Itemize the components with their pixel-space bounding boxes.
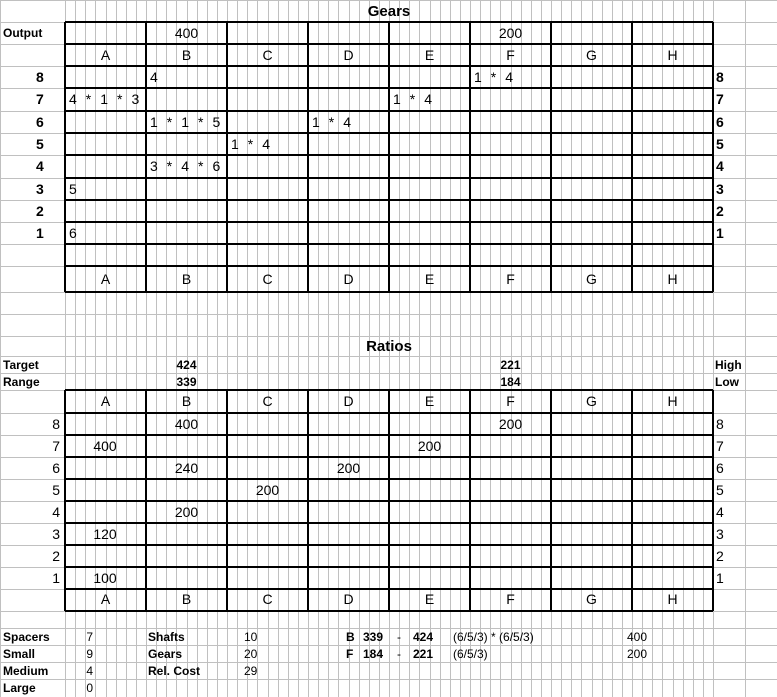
range-result: 400 xyxy=(627,630,648,644)
range-sep: - xyxy=(397,630,401,644)
total-label: Rel. Cost xyxy=(148,664,201,678)
range-high: 221 xyxy=(413,647,434,661)
total-value: 10 xyxy=(244,630,258,644)
column-header: B xyxy=(181,47,192,63)
row-label-left: 5 xyxy=(36,136,44,152)
row-label-right: 7 xyxy=(716,91,724,107)
low-label: Low xyxy=(715,375,739,389)
gear-cell: 1 * 4 xyxy=(231,136,272,152)
row-label-right: 3 xyxy=(716,181,724,197)
range-low: 184 xyxy=(363,647,384,661)
count-label: Medium xyxy=(3,664,49,678)
range-low: 339 xyxy=(363,630,384,644)
column-footer: C xyxy=(262,271,273,287)
row-label-right: 6 xyxy=(716,460,724,476)
range-value: 184 xyxy=(500,375,521,389)
column-header: G xyxy=(586,47,597,63)
row-label-right: 6 xyxy=(716,114,724,130)
ratio-cell: 240 xyxy=(174,460,199,476)
row-label-right: 5 xyxy=(716,136,724,152)
row-label-left: 1 xyxy=(52,570,60,586)
row-label-left: 5 xyxy=(52,482,60,498)
row-label-left: 6 xyxy=(52,460,60,476)
row-label-left: 8 xyxy=(52,416,60,432)
total-value: 20 xyxy=(244,647,258,661)
ratio-cell: 200 xyxy=(174,504,199,520)
count-label: Large xyxy=(3,681,36,695)
column-header: C xyxy=(262,393,273,409)
range-formula: (6/5/3) xyxy=(453,647,488,661)
total-label: Gears xyxy=(148,647,183,661)
column-header: E xyxy=(424,47,435,63)
gears-title: Gears xyxy=(367,3,411,20)
row-label-left: 7 xyxy=(36,91,44,107)
row-label-left: 2 xyxy=(52,548,60,564)
row-label-left: 4 xyxy=(52,504,60,520)
ratio-cell: 120 xyxy=(93,526,117,542)
ratio-cell: 200 xyxy=(417,438,442,454)
column-header: E xyxy=(424,393,435,409)
ratio-cell: 100 xyxy=(93,570,117,586)
range-high: 424 xyxy=(413,630,434,644)
row-label-left: 1 xyxy=(36,225,44,241)
ratio-cell: 400 xyxy=(93,438,117,454)
gear-cell: 1 * 1 * 5 xyxy=(150,114,222,130)
total-value: 29 xyxy=(244,664,258,678)
count-label: Spacers xyxy=(3,630,50,644)
column-footer: A xyxy=(100,271,111,287)
count-label: Small xyxy=(3,647,36,661)
column-header: H xyxy=(667,393,678,409)
column-header: A xyxy=(100,393,111,409)
column-header: D xyxy=(343,393,354,409)
column-footer: H xyxy=(667,591,678,607)
row-label-right: 4 xyxy=(716,504,724,520)
high-label: High xyxy=(715,358,742,372)
column-footer: B xyxy=(181,271,192,287)
range-value: 339 xyxy=(176,375,197,389)
target-value: 221 xyxy=(500,358,521,372)
target-value: 424 xyxy=(176,358,197,372)
ratio-cell: 200 xyxy=(255,482,280,498)
column-footer: B xyxy=(181,591,192,607)
column-footer: A xyxy=(100,591,111,607)
ratios-title: Ratios xyxy=(366,338,412,355)
row-label-right: 1 xyxy=(716,225,724,241)
range-shaft: B xyxy=(346,630,355,644)
column-footer: C xyxy=(262,591,273,607)
gear-cell: 6 xyxy=(69,225,78,241)
row-label-right: 5 xyxy=(716,482,724,498)
column-header: B xyxy=(181,393,192,409)
column-header: A xyxy=(100,47,111,63)
row-label-left: 6 xyxy=(36,114,44,130)
row-label-right: 1 xyxy=(716,570,724,586)
row-label-right: 8 xyxy=(716,69,724,85)
output-label: Output xyxy=(3,26,43,40)
column-footer: G xyxy=(586,591,597,607)
column-header: C xyxy=(262,47,273,63)
row-label-right: 2 xyxy=(716,548,724,564)
row-label-left: 3 xyxy=(52,526,60,542)
column-footer: H xyxy=(667,271,678,287)
column-footer: E xyxy=(424,591,435,607)
target-label: Target xyxy=(3,358,39,372)
range-shaft: F xyxy=(346,647,354,661)
gear-cell: 5 xyxy=(69,181,78,197)
column-footer: D xyxy=(343,591,354,607)
ratio-cell: 200 xyxy=(336,460,361,476)
column-footer: E xyxy=(424,271,435,287)
column-header: D xyxy=(343,47,354,63)
count-value: 0 xyxy=(86,681,93,695)
range-sep: - xyxy=(397,647,401,661)
gear-cell: 3 * 4 * 6 xyxy=(150,158,222,174)
column-header: G xyxy=(586,393,597,409)
row-label-left: 4 xyxy=(36,158,44,174)
count-value: 9 xyxy=(86,647,93,661)
row-label-right: 8 xyxy=(716,416,724,432)
column-header: F xyxy=(506,47,515,63)
range-formula: (6/5/3) * (6/5/3) xyxy=(453,630,534,644)
range-label: Range xyxy=(3,375,40,389)
row-label-right: 7 xyxy=(716,438,724,454)
gear-cell: 4 * 1 * 3 xyxy=(69,91,141,107)
column-footer: F xyxy=(506,271,515,287)
row-label-left: 2 xyxy=(36,203,44,219)
column-footer: G xyxy=(586,271,597,287)
column-footer: F xyxy=(506,591,515,607)
gear-cell: 1 * 4 xyxy=(312,114,353,130)
column-footer: D xyxy=(343,271,354,287)
total-label: Shafts xyxy=(148,630,185,644)
ratio-cell: 200 xyxy=(498,416,523,432)
count-value: 7 xyxy=(86,630,93,644)
range-result: 200 xyxy=(627,647,648,661)
gear-cell: 4 xyxy=(150,69,159,85)
row-label-right: 4 xyxy=(716,158,724,174)
output-value: 200 xyxy=(498,25,523,41)
row-label-left: 3 xyxy=(36,181,44,197)
count-value: 4 xyxy=(86,664,93,678)
gear-cell: 1 * 4 xyxy=(474,69,515,85)
column-header: H xyxy=(667,47,678,63)
column-header: F xyxy=(506,393,515,409)
ratio-cell: 400 xyxy=(174,416,199,432)
gear-cell: 1 * 4 xyxy=(393,91,434,107)
row-label-right: 2 xyxy=(716,203,724,219)
row-label-right: 3 xyxy=(716,526,724,542)
output-value: 400 xyxy=(174,25,199,41)
row-label-left: 7 xyxy=(52,438,60,454)
row-label-left: 8 xyxy=(36,69,44,85)
